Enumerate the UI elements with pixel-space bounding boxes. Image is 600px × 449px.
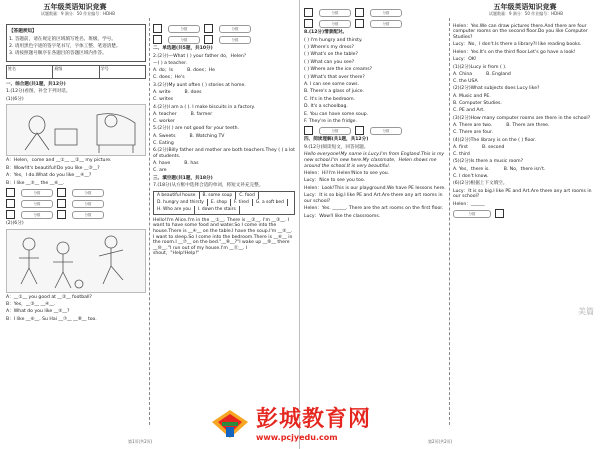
option[interactable]: A. have: [153, 161, 171, 167]
answer-box[interactable]: [153, 35, 162, 44]
option[interactable]: A. teacher: [153, 111, 177, 117]
word-bank: [153, 191, 295, 215]
answer-box[interactable]: [495, 209, 504, 218]
score-tag: 分数: [453, 210, 491, 218]
q8-answer: F. They're in the fridge.: [304, 118, 357, 124]
answer-box[interactable]: [57, 199, 66, 208]
column-divider: [149, 18, 150, 425]
subq5-options: [453, 174, 596, 180]
dialog-line: Helen：Yes.It's on the third floor.Let's go have a look!: [453, 49, 576, 55]
q2-options: [153, 75, 295, 81]
answer-row: [153, 24, 295, 33]
dialog-line: Lucy：No，I don't.Is there a library?I like reading books.: [453, 42, 582, 48]
option[interactable]: A. There are two.: [453, 123, 493, 129]
option[interactable]: B. has: [184, 161, 199, 167]
option[interactable]: C. third: [453, 152, 470, 158]
instruction-line: 2. 请用黑色字迹的签字笔书写，字体工整、笔迹清楚。: [9, 43, 121, 49]
q6-text: 6.(2分)Billy father and mother are both teachers.They ( ) a lot of students.: [153, 148, 295, 159]
option[interactable]: C. the USA: [453, 78, 478, 84]
q1-prompt: 1.(12分)看图，补全下列对话。: [6, 89, 71, 95]
answer-box[interactable]: [6, 210, 15, 219]
q8-answer: B. There's a glass of juice.: [304, 89, 365, 95]
page-footer: 第1页(共2页): [128, 439, 153, 445]
q6-options: [153, 161, 295, 167]
word-option: F. tired: [231, 199, 253, 206]
q3-options: [153, 90, 295, 96]
q4-options: [153, 112, 295, 118]
corner-brand-text: 美篇: [578, 307, 594, 316]
word-option: C. food: [236, 192, 259, 199]
name-field[interactable]: 姓名: [7, 66, 53, 78]
option[interactable]: A. Yes，there is.: [453, 166, 490, 172]
dialog1-line: B：Wow!It's beautiful!Do you like __③__?: [6, 165, 100, 171]
drawing-illustration: [6, 104, 146, 156]
q8-answer: C. It's in the bedroom.: [304, 96, 356, 102]
q2-tail: —( ) a teacher.: [153, 60, 188, 66]
option[interactable]: B. Watching TV: [189, 133, 225, 139]
score-tag: 分数: [168, 36, 200, 44]
option[interactable]: B. No，there isn't.: [503, 166, 546, 172]
option[interactable]: C. I don't know.: [453, 173, 489, 179]
word-option: E. shop: [208, 199, 231, 206]
answer-row: [304, 19, 446, 28]
word-option: B. some soup: [200, 192, 237, 199]
column-2: [153, 22, 295, 259]
score-tag: 分数: [21, 200, 53, 208]
q8-item: ( ) What's on the table?: [304, 52, 358, 58]
option[interactable]: B. England: [486, 71, 511, 77]
dialog2-line: A：What do you like __⑤__?: [6, 309, 70, 315]
q8-answer: D. It's a schoolbag.: [304, 104, 348, 110]
subq4-options: [453, 152, 596, 158]
option[interactable]: C. are: [153, 168, 167, 174]
q7-passage: Hello!I'm Alice.I'm in the __①__. There is __②__. I'm __③__. I want to have some food and water.So I come into the house.There is __④__ on the table.I have the soup.I'm __⑤__. I want to sleep.So I come into the bedroom.There is __⑥__ in the room.I __⑦__ on the bed."__⑧__?"I wake up __⑨__ there __⑩__."I run out of my house.I'm __⑪__. I shout，"Help!Help!": [153, 217, 293, 257]
dialog-line: Helen：Yes.We can draw pictures there.And there are four computer rooms on the second floor.Do you like Computer Studies?: [453, 23, 588, 40]
q5-options: [153, 134, 295, 140]
score-tag: 分数: [219, 36, 251, 44]
answer-row: [453, 209, 596, 218]
option[interactable]: B. Computer Studies.: [453, 101, 502, 107]
column-divider: [449, 18, 450, 425]
answer-row: [6, 199, 146, 208]
option[interactable]: B. does；He: [187, 68, 215, 74]
children-drawing-icon: [7, 105, 147, 155]
left-page: [0, 0, 299, 449]
subq3-options: [453, 123, 596, 129]
reading-line: Lucy：It is so big.I like PE and Art.Are there any art rooms in our school?: [304, 193, 443, 204]
option[interactable]: C. There are four.: [453, 130, 493, 136]
answer-box[interactable]: [304, 19, 313, 28]
instruction-line: 1. 答题前，请在规定的区域填写姓名、班级、学号。: [9, 36, 116, 42]
reading-line: Helen：Look!This is our playground.We have PE lessons here.: [304, 185, 446, 191]
right-page: [300, 0, 600, 449]
answer-box[interactable]: [57, 188, 66, 197]
reading-line: Lucy：Nice to see you too.: [304, 178, 366, 184]
part5-title: 四、阅读理解(共1题，共12分): [304, 137, 369, 143]
watermark-url[interactable]: www.pcjyedu.com: [256, 433, 338, 442]
score-tag: 分数: [219, 25, 251, 33]
answer-box[interactable]: [304, 8, 313, 17]
score-tag: 分数: [72, 189, 104, 197]
answer-box[interactable]: [6, 199, 15, 208]
answer-box[interactable]: [204, 35, 213, 44]
option[interactable]: C. does；He's: [153, 75, 185, 81]
dialog1-line: A：Yes，I do.What do you like __④__?: [6, 173, 92, 179]
q6-options: [153, 168, 295, 174]
reading-line: Helen：Hi!I'm Helen!Nice to see you.: [304, 171, 390, 177]
dialog1-line: A：Helen，come and __①__ __②__ my picture.: [6, 158, 112, 164]
option[interactable]: C. writes: [153, 97, 174, 103]
column-3: [304, 6, 446, 221]
word-option: G. a soft bed: [253, 199, 288, 206]
subq6-blank: Helen：______: [453, 201, 485, 207]
score-tag: 分数: [319, 9, 351, 17]
option[interactable]: B. does: [184, 90, 202, 96]
score-tag: 分数: [21, 211, 53, 219]
option[interactable]: B. There are three.: [506, 123, 550, 129]
answer-box[interactable]: [6, 188, 15, 197]
subq4-options: [453, 145, 596, 151]
subq3-options: [453, 130, 596, 136]
part1-title: 一、综合题(共1题，共12分): [6, 81, 66, 87]
reading-line: Lucy：Wow!I like the classrooms.: [304, 213, 381, 219]
instructions-box: [6, 24, 146, 62]
subq4-text: (4)(2分)The library is on the ( ) floor.: [453, 137, 537, 143]
word-option: I. down the stairs: [195, 206, 240, 213]
q4-options: [153, 119, 295, 125]
q1-part-b: (2)(6分): [6, 221, 24, 227]
page-subtitle: 试题数量：9 满分：50 作业编号：HDHB: [40, 11, 116, 16]
part3-title: 三、填空题(共1题，共18分): [153, 175, 213, 181]
q8-item: ( ) Where's my dress?: [304, 44, 354, 50]
q2-text: 2.(2分)—What ( ) your father do，Helen？: [153, 53, 249, 59]
dialog-line: Lucy：OK!: [453, 57, 477, 63]
option[interactable]: B. second: [481, 145, 505, 151]
answer-box[interactable]: [153, 24, 162, 33]
subq2-text: (2)(2分)What subjects does Lucy like?: [453, 86, 540, 92]
part2-title: 二、单选题(共5题，共10分): [153, 46, 213, 51]
reading-passage: Hello everyone!My name is Lucy.I'm from England.This is my new school.I'm new here.My classmate，Helen shows me around the school.It is very beautiful.: [304, 152, 445, 169]
answer-box[interactable]: [57, 210, 66, 219]
student-info-box: [6, 65, 146, 79]
q4-text: 4.(2分)I am a ( ). I make biscuits in a factory.: [153, 104, 256, 110]
word-option: A beautiful house: [154, 192, 200, 199]
instructions-title: 【答题须知】: [9, 29, 37, 34]
score-tag: 分数: [370, 9, 402, 17]
reading-line: Helen：Yes. ______. There are the art rooms on the first floor.: [304, 206, 444, 212]
page-title: 五年级英语知识竞赛: [493, 3, 557, 11]
q8-item: ( ) I'm hungry and thirsty.: [304, 37, 363, 43]
subq1-text: (1)(2分)Lucy is from ( ).: [453, 64, 507, 70]
subq3-text: (3)(2分)How many computer rooms are there in the school?: [453, 115, 591, 121]
q8-answer: A. I can see some cows.: [304, 81, 359, 87]
q8-answer: E. You can have some soup.: [304, 111, 369, 117]
answer-row: [304, 8, 446, 17]
class-field[interactable]: 班级: [53, 66, 99, 78]
option[interactable]: A. Music and PE.: [453, 93, 491, 99]
answer-box[interactable]: [355, 8, 364, 17]
instruction-line: 3. 请按照题号顺序在各题目的答题区域内作答。: [9, 51, 107, 57]
option[interactable]: A. write: [153, 90, 171, 96]
subq1-options: [453, 79, 596, 85]
answer-box[interactable]: [304, 126, 313, 135]
option[interactable]: C. Eating: [153, 140, 174, 146]
q8-item: ( ) What can you see?: [304, 59, 355, 65]
q3-options: [153, 97, 295, 103]
score-tag: 分数: [370, 127, 402, 135]
site-logo-icon: [208, 408, 252, 442]
sports-illustration: [6, 229, 146, 293]
column-4: [453, 22, 596, 220]
q3-text: 3.(2分)My aunt often ( ) stories at home.: [153, 82, 246, 88]
answer-row: [304, 126, 446, 135]
option[interactable]: B. farmer: [190, 111, 213, 117]
answer-row: [6, 210, 146, 219]
answer-row: [153, 35, 295, 44]
q2-options: [153, 68, 295, 74]
dialog2-line: B：Yes，__③__ __④__.: [6, 302, 56, 308]
dialog2-line: B：I like __⑥__. Su Hai __⑦__ __⑧__ too.: [6, 316, 97, 322]
option[interactable]: C. PE and Art.: [453, 108, 485, 114]
watermark-text: 彭城教育网: [256, 407, 372, 432]
children-sports-icon: [7, 230, 147, 292]
q8-item: ( ) Where are the ice creams?: [304, 67, 373, 73]
q8-item: ( ) What's that over there?: [304, 74, 365, 80]
q5-text: 5.(2分)( ) are not good for your teeth.: [153, 126, 239, 132]
q9-text: 9.(12分)阅读短文，回答问题。: [304, 145, 369, 151]
option[interactable]: A. Sweets: [153, 133, 176, 139]
q5-options: [153, 141, 295, 147]
q1-part-a: (1)(6分): [6, 96, 24, 102]
score-tag: 分数: [72, 211, 104, 219]
page-title: 五年级英语知识竞赛: [43, 3, 107, 11]
dialog2-line: A：__①__ you good at __②__ football?: [6, 294, 92, 300]
answer-row: [6, 188, 146, 197]
answer-box[interactable]: [355, 19, 364, 28]
q7-text: 7.(18分)从方框中选择合适的单词，将短文补充完整。: [153, 183, 264, 189]
page-subtitle: 试题数量：9 满分：50 作业编号：HDHB: [488, 11, 564, 16]
subq1-options: [453, 72, 596, 78]
answer-box[interactable]: [204, 24, 213, 33]
option[interactable]: A. China: [453, 71, 473, 77]
site-watermark: [208, 408, 458, 442]
page-footer: 第2页(共2页): [428, 439, 453, 445]
subq5-text: (5)(2分)Is there a music room?: [453, 159, 524, 165]
score-tag: 分数: [168, 25, 200, 33]
dialog1-line: B：I like __⑤__ the __⑥__.: [6, 180, 65, 186]
subq6-context: Lucy：It is so big.I like PE and Art.Are there any art rooms in our school?: [453, 188, 592, 200]
part4-title: 8.(12分)情景配对。: [304, 30, 348, 35]
score-tag: 分数: [319, 20, 351, 28]
subq5-options: [453, 167, 596, 173]
word-option: H. Who are you: [154, 206, 195, 213]
option[interactable]: A. do；Is: [153, 68, 174, 74]
id-field[interactable]: 学号: [100, 65, 109, 71]
score-tag: 分数: [72, 200, 104, 208]
score-tag: 分数: [319, 127, 351, 135]
score-tag: 分数: [370, 20, 402, 28]
option[interactable]: A. first: [453, 145, 468, 151]
option[interactable]: C. worker: [153, 118, 175, 124]
word-option: D. hungry and thirsty: [154, 199, 208, 206]
column-1: [6, 22, 146, 324]
score-tag: 分数: [21, 189, 53, 197]
answer-box[interactable]: [355, 126, 364, 135]
subq6-text: (6)(2分)根据上下文填空。: [453, 181, 508, 187]
